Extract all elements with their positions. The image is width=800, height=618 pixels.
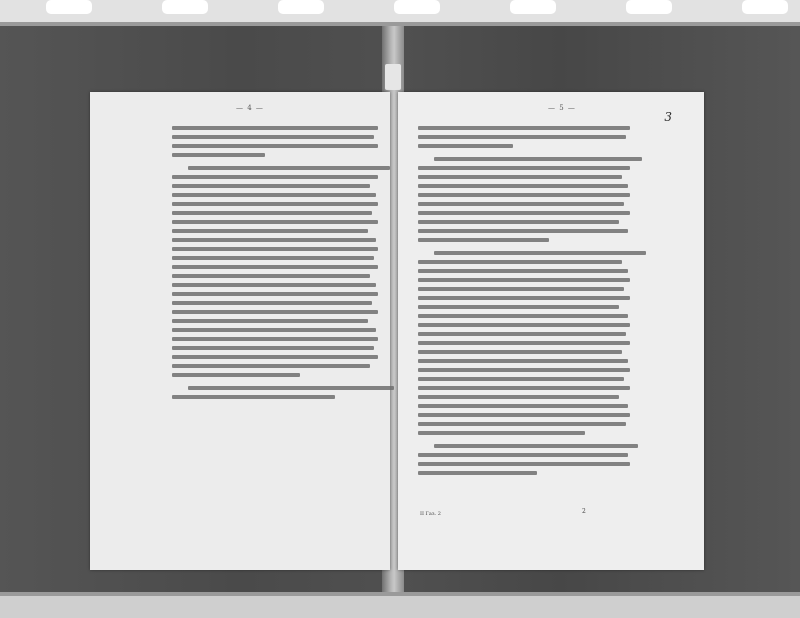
text-line xyxy=(418,220,619,224)
text-line xyxy=(418,211,630,215)
text-line xyxy=(172,175,378,179)
binding-clip xyxy=(385,64,401,90)
text-line xyxy=(172,301,372,305)
text-line xyxy=(172,265,378,269)
page-number: — 5 — xyxy=(548,104,576,112)
text-line xyxy=(172,256,374,260)
text-line xyxy=(418,377,624,381)
text-line xyxy=(172,153,265,157)
text-line xyxy=(172,310,378,314)
text-line xyxy=(418,341,630,345)
text-line xyxy=(418,135,626,139)
text-line xyxy=(418,431,585,435)
sprocket-hole xyxy=(626,0,672,14)
text-line xyxy=(418,260,622,264)
sprocket-hole xyxy=(162,0,208,14)
sprocket-hole xyxy=(394,0,440,14)
text-line xyxy=(188,386,394,390)
text-line xyxy=(418,238,549,242)
text-line xyxy=(418,368,630,372)
paragraph xyxy=(418,126,630,148)
text-line xyxy=(172,373,300,377)
text-line xyxy=(172,220,378,224)
text-line xyxy=(172,355,378,359)
text-line xyxy=(172,364,370,368)
text-line xyxy=(418,350,622,354)
text-line xyxy=(418,229,628,233)
text-line xyxy=(172,247,378,251)
sprocket-hole xyxy=(278,0,324,14)
text-line xyxy=(418,202,624,206)
text-line xyxy=(418,395,619,399)
left-text-column xyxy=(172,126,378,404)
text-line xyxy=(172,184,370,188)
text-line xyxy=(418,404,628,408)
sprocket-hole xyxy=(46,0,92,14)
text-line xyxy=(172,395,335,399)
text-line xyxy=(418,269,628,273)
text-line xyxy=(434,444,638,448)
film-strip-bottom xyxy=(0,596,800,618)
text-line xyxy=(172,211,372,215)
text-line xyxy=(418,386,630,390)
text-line xyxy=(418,175,622,179)
text-line xyxy=(418,193,630,197)
sprocket-hole xyxy=(510,0,556,14)
footer-mark: 2 xyxy=(582,508,586,515)
paragraph xyxy=(418,157,630,242)
text-line xyxy=(172,202,378,206)
paragraph xyxy=(418,444,630,475)
text-line xyxy=(172,337,378,341)
text-line xyxy=(172,292,378,296)
text-line xyxy=(434,157,642,161)
film-strip-top xyxy=(0,0,800,22)
text-line xyxy=(172,126,378,130)
text-line xyxy=(172,193,376,197)
text-line xyxy=(418,144,513,148)
text-line xyxy=(418,166,630,170)
text-line xyxy=(172,346,374,350)
text-line xyxy=(418,278,630,282)
text-line xyxy=(172,144,378,148)
paragraph xyxy=(418,251,630,435)
text-line xyxy=(418,462,630,466)
text-line xyxy=(172,229,368,233)
printer-signature-mark: II Газ. 2 xyxy=(420,511,441,517)
right-page xyxy=(398,92,704,570)
text-line xyxy=(172,328,376,332)
text-line xyxy=(418,184,628,188)
text-line xyxy=(172,135,374,139)
text-line xyxy=(172,319,368,323)
text-line xyxy=(418,126,630,130)
text-line xyxy=(172,238,376,242)
right-text-column xyxy=(418,126,630,480)
text-line xyxy=(418,287,624,291)
text-line xyxy=(418,471,537,475)
text-line xyxy=(418,359,628,363)
left-page xyxy=(90,92,390,570)
text-line xyxy=(172,283,376,287)
text-line xyxy=(418,296,630,300)
paragraph xyxy=(172,126,378,157)
text-line xyxy=(418,422,626,426)
paragraph xyxy=(172,386,378,399)
sprocket-hole xyxy=(742,0,788,14)
text-line xyxy=(188,166,390,170)
text-line xyxy=(418,453,628,457)
handwritten-page-mark: 3 xyxy=(664,110,672,124)
text-line xyxy=(418,332,626,336)
text-line xyxy=(418,305,619,309)
text-line xyxy=(172,274,370,278)
text-line xyxy=(418,314,628,318)
text-line xyxy=(418,323,630,327)
page-number: — 4 — xyxy=(236,104,264,112)
text-line xyxy=(434,251,646,255)
text-line xyxy=(418,413,630,417)
paragraph xyxy=(172,166,378,377)
